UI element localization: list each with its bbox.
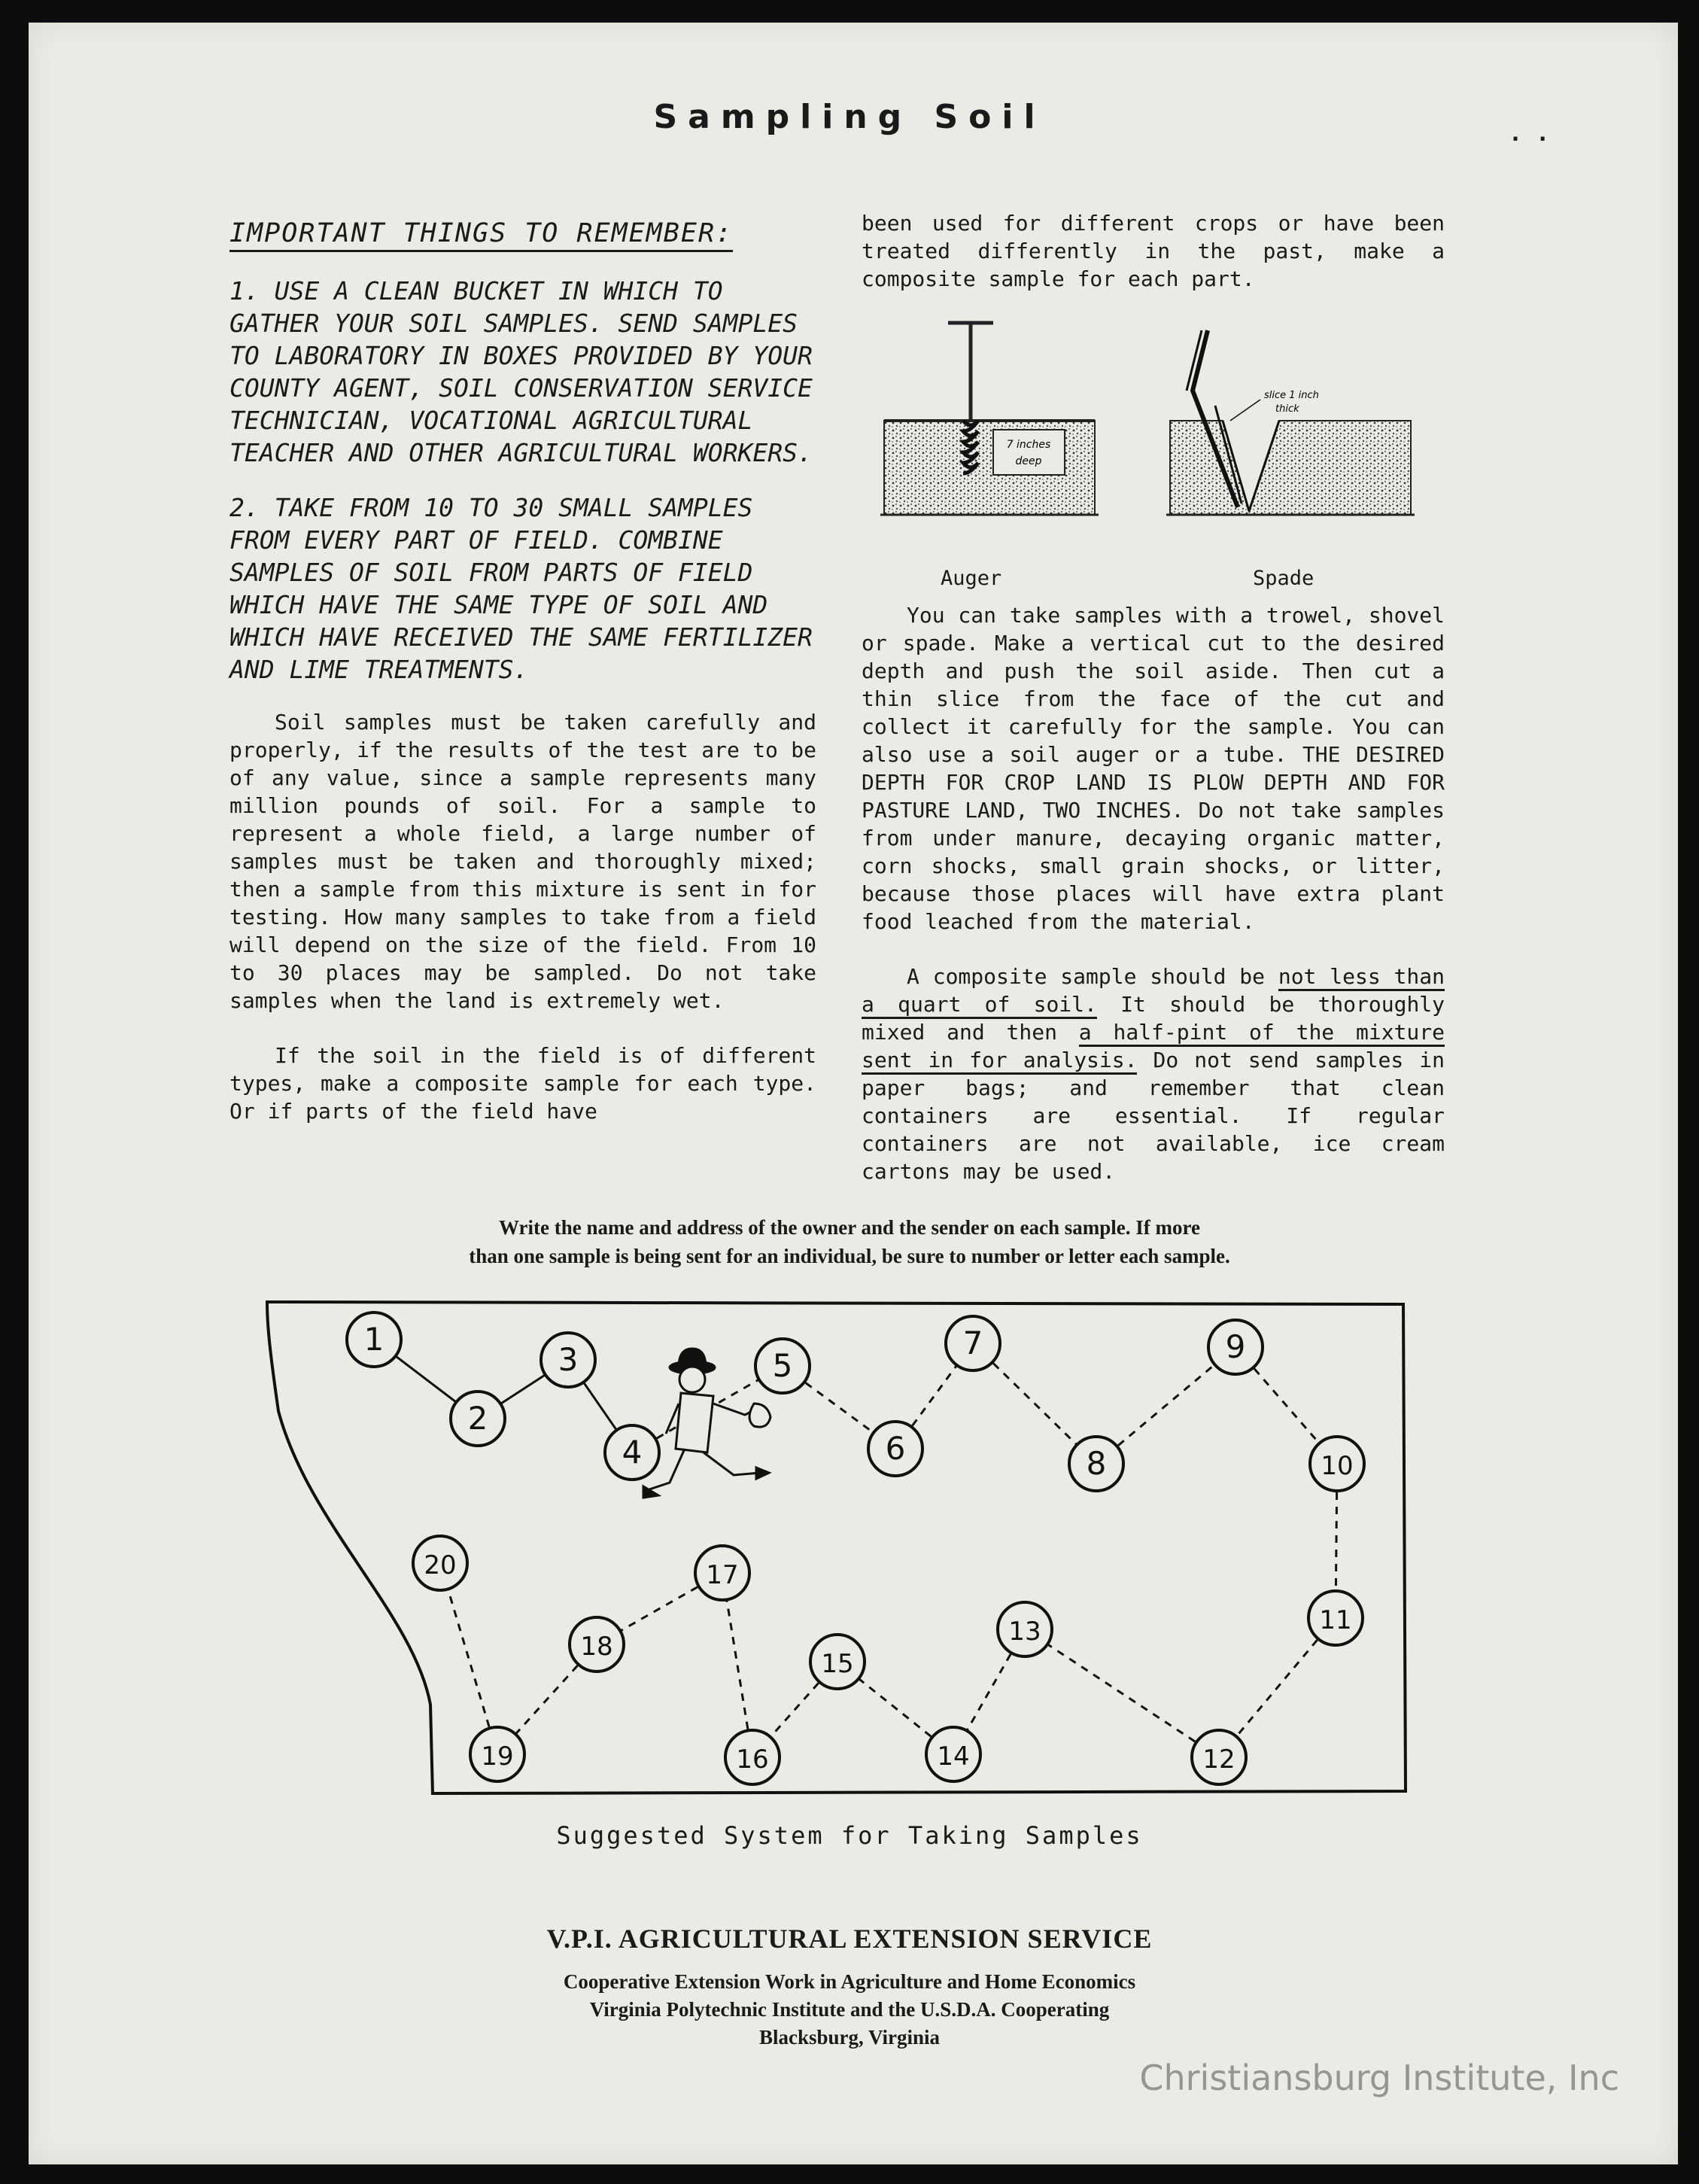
tool-illustrations bbox=[862, 315, 1445, 590]
sample-point-label: 12 bbox=[1202, 1744, 1235, 1775]
sample-point-15 bbox=[810, 1635, 865, 1689]
sample-point-20 bbox=[413, 1536, 467, 1590]
sample-point-11 bbox=[1308, 1591, 1363, 1645]
sample-point-7 bbox=[946, 1316, 1000, 1370]
tools-drawing bbox=[862, 315, 1445, 556]
sample-point-19 bbox=[470, 1727, 524, 1781]
sample-point-17 bbox=[695, 1546, 749, 1600]
sample-point-label: 16 bbox=[736, 1744, 769, 1775]
paragraph-take-samples: You can take samples with a trowel, shovel or spade. Make a vertical cut to the desired depth and push the soil aside. Then cut a thin slice from the face of the cut and collect it carefully for the sample. You can also use a soil auger or a tube. THE DESIRED DEPTH FOR CROP LAND IS PLOW DEPTH AND FOR PASTURE LAND, TWO INCHES. Do not take samples from under manure, decaying organic matter, corn shocks, small grain shocks, or litter, because those places will have extra plant food leached from the material. bbox=[862, 603, 1445, 934]
underline-quart: not less than a quart of soil. bbox=[862, 964, 1445, 1019]
sample-point-label: 9 bbox=[1225, 1328, 1246, 1365]
right-column bbox=[862, 209, 1445, 1185]
sample-point-label: 8 bbox=[1086, 1445, 1107, 1482]
sample-point-label: 4 bbox=[622, 1434, 643, 1471]
sample-point-label: 7 bbox=[962, 1325, 983, 1361]
footer-organization: V.P.I. AGRICULTURAL EXTENSION SERVICE bbox=[546, 1924, 1153, 1954]
sample-point-12 bbox=[1192, 1730, 1246, 1784]
spade-illustration bbox=[1166, 330, 1415, 515]
speck: . . bbox=[1509, 120, 1550, 147]
sample-point-5 bbox=[755, 1339, 810, 1393]
sample-point-label: 1 bbox=[363, 1321, 384, 1358]
sample-point-label: 17 bbox=[706, 1560, 739, 1590]
path-segment bbox=[1025, 1629, 1219, 1757]
paragraph-composite-sample: A composite sample should be not less than a quart of soil. It should be thoroughly mixed and then a half-pint of the mixture sent in for analysis. Do not send samples in paper bags; and remember that clean containers are essential. If regular containers are not available, ice cream cartons may be used. bbox=[862, 964, 1445, 1184]
auger-illustration bbox=[880, 323, 1099, 515]
sample-point-8 bbox=[1069, 1437, 1123, 1491]
sample-point-1 bbox=[347, 1313, 401, 1367]
path-segment bbox=[440, 1563, 497, 1754]
sample-point-13 bbox=[998, 1602, 1052, 1656]
sample-point-label: 6 bbox=[885, 1430, 906, 1467]
watermark: Christiansburg Institute, Inc bbox=[1139, 2058, 1619, 2098]
footer-line-2: Virginia Polytechnic Institute and the U.S.D.A. Cooperating bbox=[589, 1998, 1110, 2021]
sample-point-label: 13 bbox=[1008, 1617, 1041, 1647]
map-caption: Suggested System for Taking Samples bbox=[556, 1821, 1143, 1850]
sample-point-14 bbox=[926, 1727, 980, 1781]
sample-point-label: 14 bbox=[937, 1741, 970, 1772]
rule-1: 1. USE A CLEAN BUCKET IN WHICH TO GATHER YOUR SOIL SAMPLES. SEND SAMPLES TO LABORATORY IN BOXES PROVIDED BY YOUR COUNTY AGENT, SOIL CONSERVATION SERVICE TECHNICIAN, VOCATIONAL AGRICULTURAL TEACHER AND OTHER AGRICULTURAL WORKERS. bbox=[229, 276, 813, 467]
underline-half-pint: a half-pint of the mixture sent in for analysis. bbox=[862, 1020, 1445, 1075]
sample-point-label: 5 bbox=[772, 1347, 793, 1384]
sample-point-9 bbox=[1208, 1320, 1263, 1374]
footer-line-3: Blacksburg, Virginia bbox=[758, 2026, 941, 2049]
paragraph-continued: been used for different crops or have been treated differently in the past, make a composite sample for each part. bbox=[862, 211, 1445, 291]
paragraph-soil-samples: Soil samples must be taken carefully and properly, if the results of the test are to be of any value, since a sample represents many million pounds of soil. For a sample to represent a whole field, a large number of samples must be taken and thoroughly mixed; then a sample from this mixture is sent in for testing. How many samples to take from a field will depend on the size of the field. From 10 to 30 places may be sampled. Do not take samples when the land is extremely wet. bbox=[229, 710, 816, 1013]
svg-text:deep: deep bbox=[1015, 455, 1042, 467]
sample-point-3 bbox=[541, 1333, 595, 1387]
sample-point-4 bbox=[605, 1425, 659, 1480]
spade-label: Spade bbox=[1253, 567, 1315, 590]
rule-2: 2. TAKE FROM 10 TO 30 SMALL SAMPLES FROM EVERY PART OF FIELD. COMBINE SAMPLES OF SOIL FROM PARTS OF FIELD WHICH HAVE THE SAME TYPE OF SOIL AND WHICH HAVE RECEIVED THE SAME FERTILIZER AND LIME TREATMENTS. bbox=[229, 493, 813, 684]
footer-line-1: Cooperative Extension Work in Agriculture and Home Economics bbox=[563, 1970, 1136, 1993]
sample-point-2 bbox=[451, 1392, 505, 1446]
sample-point-label: 18 bbox=[580, 1632, 613, 1662]
sample-point-label: 3 bbox=[558, 1341, 579, 1378]
page-title: Sampling Soil bbox=[653, 98, 1046, 136]
svg-text:slice 1 inch: slice 1 inch bbox=[1264, 390, 1319, 401]
section-heading: IMPORTANT THINGS TO REMEMBER: bbox=[229, 218, 733, 252]
sample-point-label: 20 bbox=[424, 1550, 457, 1580]
sample-point-18 bbox=[570, 1617, 624, 1671]
sample-point-label: 2 bbox=[467, 1400, 488, 1437]
footer bbox=[0, 1923, 1699, 2052]
instruction-text: Write the name and address of the owner and the sender on each sample. If more than one sample is being sent for an individual, be sure to number or letter each sample. bbox=[469, 1216, 1230, 1267]
sample-point-label: 10 bbox=[1321, 1451, 1354, 1481]
sample-point-label: 11 bbox=[1319, 1605, 1352, 1635]
field-sampling-map bbox=[263, 1298, 1422, 1810]
sample-point-6 bbox=[868, 1422, 922, 1476]
farmer-figure bbox=[643, 1349, 770, 1498]
sample-point-label: 15 bbox=[821, 1649, 854, 1679]
sample-point-10 bbox=[1310, 1437, 1364, 1491]
sample-point-16 bbox=[725, 1730, 780, 1784]
svg-text:thick: thick bbox=[1275, 403, 1299, 415]
svg-text:7 inches: 7 inches bbox=[1006, 439, 1051, 451]
sample-point-label: 19 bbox=[481, 1741, 514, 1772]
left-column bbox=[229, 218, 816, 1125]
paragraph-different-types: If the soil in the field is of different types, make a composite sample for each type. Or if parts of the field have bbox=[229, 1043, 816, 1124]
auger-label: Auger bbox=[941, 567, 1002, 590]
